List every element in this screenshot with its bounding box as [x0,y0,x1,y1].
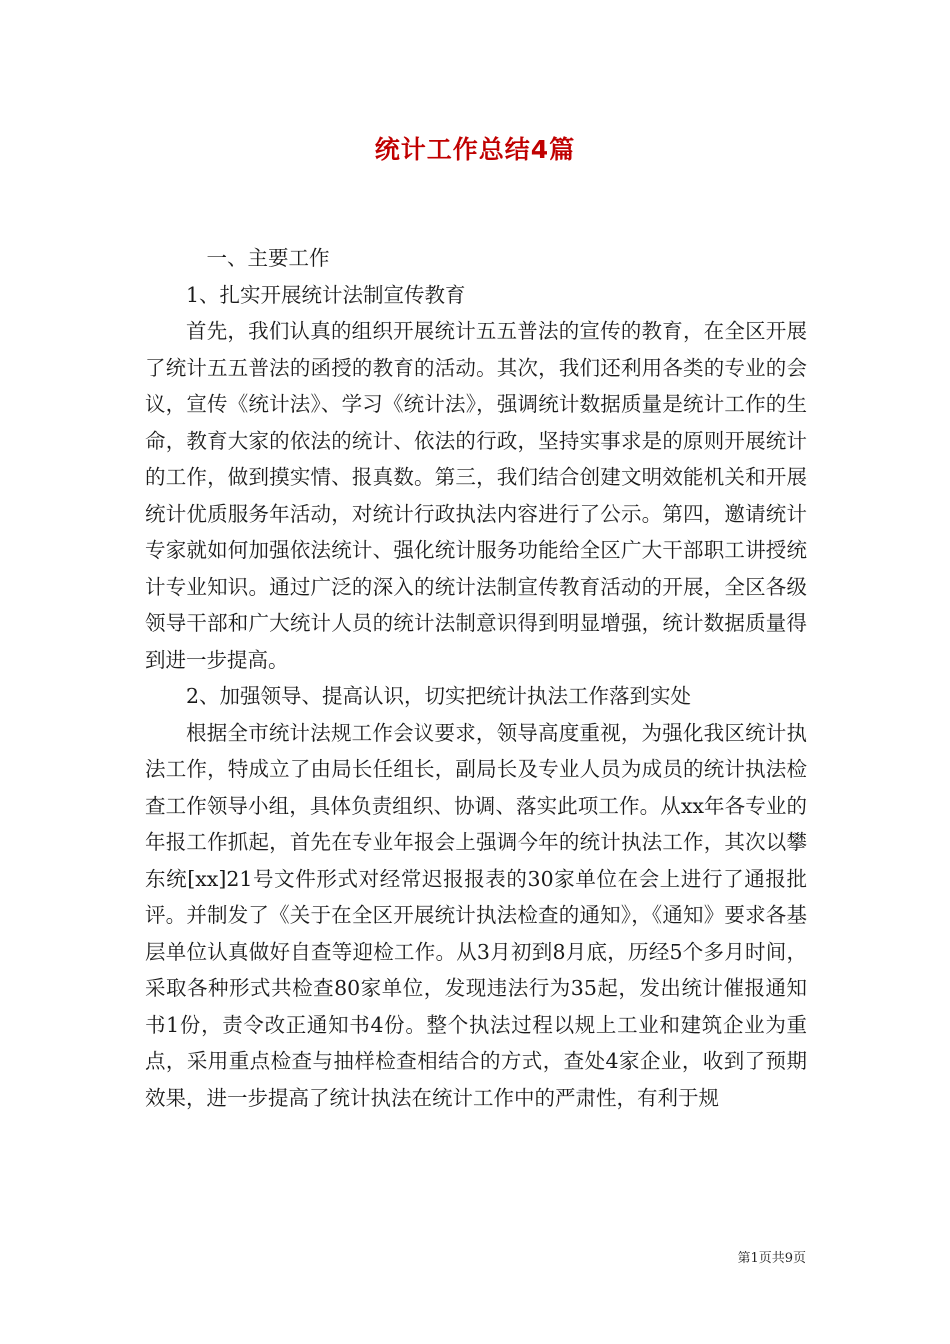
subsection-heading: 1、扎实开展统计法制宣传教育 [186,282,466,307]
body-paragraph: 首先，我们认真的组织开展统计五五普法的宣传的教育，在全区开展了统计五五普法的函授的教育的活动。其次，我们还利用各类的专业的会议，宣传《统计法》、学习《统计法》，强调统计数据质量是统计工作的生命，教育大家的依法的统计、依法的行政，坚持实事求是的原则开展统计的工作，做到摸实情、报真数。第三，我们结合创建文明效能机关和开展统计优质服务年活动，对统计行政执法内容进行了公示。第四，邀请统计专家就如何加强依法统计、强化统计服务功能给全区广大干部职工讲授统计专业知识。通过广泛的深入的统计法制宣传教育活动的开展，全区各级领导干部和广大统计人员的统计法制意识得到明显增强，统计数据质量得到进一步提高。 [145,319,807,672]
section-heading: 一、主要工作 [206,246,330,270]
document-title: 统计工作总结4篇 [374,135,576,164]
body-paragraph: 根据全市统计法规工作会议要求，领导高度重视，为强化我区统计执法工作，特成立了由局长任组长，副局长及专业人员为成员的统计执法检查工作领导小组，具体负责组织、协调、落实此项工作。从xx年各专业的年报工作抓起，首先在专业年报会上强调今年的统计执法工作，其次以攀东统[xx]21号文件形式对经常迟报报表的30家单位在会上进行了通报批评。并制发了《关于在全区开展统计执法检查的通知》，《通知》要求各基层单位认真做好自查等迎检工作。从3月初到8月底，历经5个多月时间，采取各种形式共检查80家单位，发现违法行为35起，发出统计催报通知书1份，责令改正通知书4份。整个执法过程以规上工业和建筑企业为重点，采用重点检查与抽样检查相结合的方式，查处4家企业，收到了预期效果，进一步提高了统计执法在统计工作中的严肃性，有利于规 [145,720,807,1110]
page-number: 第1页共9页 [737,1251,806,1266]
subsection-heading: 2、加强领导、提高认识，切实把统计执法工作落到实处 [186,684,692,708]
document-body [145,240,807,1116]
